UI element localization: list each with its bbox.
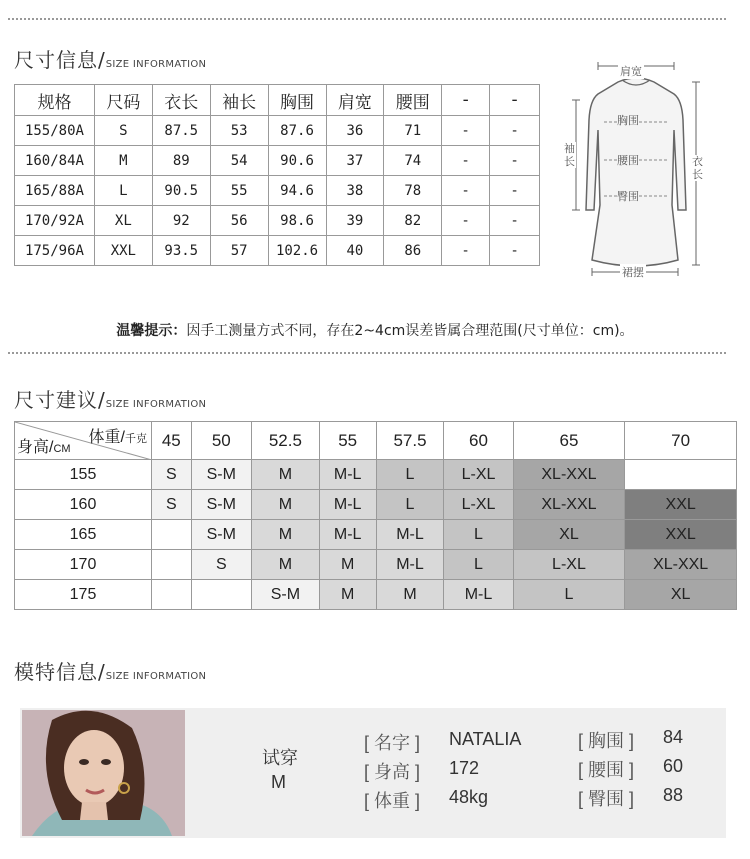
weight-header-cell: 57.5 (376, 422, 444, 460)
height-cell: 170 (15, 550, 152, 580)
size-cell: 102.6 (268, 236, 326, 266)
size-cell: 74 (384, 146, 442, 176)
size-cell: L (94, 176, 152, 206)
height-cell: 175 (15, 580, 152, 610)
tip-note (0, 320, 750, 340)
size-section-title (14, 44, 206, 73)
section-title-en: SIZE INFORMATION (105, 671, 207, 682)
suggested-size-cell: M-L (319, 460, 376, 490)
label-shoulder: 肩宽 (620, 65, 642, 78)
section-slash: / (98, 388, 105, 412)
size-cell: S (94, 116, 152, 146)
size-cell: XXL (94, 236, 152, 266)
name-label: [ 名字 ] (364, 733, 421, 753)
suggested-size-cell: M-L (376, 550, 444, 580)
height-row (15, 550, 737, 580)
weight-header-cell: 52.5 (251, 422, 319, 460)
suggested-size-cell: S (152, 490, 192, 520)
tip-label: 温馨提示： (116, 323, 187, 339)
size-cell: 92 (152, 206, 210, 236)
size-cell: 40 (326, 236, 384, 266)
size-cell: XL (94, 206, 152, 236)
height-cell: 155 (15, 460, 152, 490)
size-cell: 87.6 (268, 116, 326, 146)
suggested-size-cell: M-L (319, 490, 376, 520)
size-cell: 39 (326, 206, 384, 236)
size-cell: 93.5 (152, 236, 210, 266)
size-cell: 89 (152, 146, 210, 176)
size-cell: - (490, 116, 540, 146)
middle-divider (8, 352, 726, 354)
label-chest: 胸围 (617, 114, 639, 127)
suggested-size-cell (152, 520, 192, 550)
weight-header-cell: 70 (625, 422, 737, 460)
label-waist: 腰围 (617, 154, 639, 167)
size-header-cell: - (490, 85, 540, 116)
section-title-cn: 尺寸信息 (14, 48, 98, 72)
suggested-size-cell: M-L (376, 520, 444, 550)
suggested-size-cell (191, 580, 251, 610)
label-hip: 臀围 (617, 190, 639, 203)
weight-header-cell: 55 (319, 422, 376, 460)
size-cell: 36 (326, 116, 384, 146)
size-row (15, 146, 540, 176)
label-length: 衣长 (692, 155, 703, 181)
model-photo (22, 710, 185, 836)
size-cell: 55 (210, 176, 268, 206)
size-row (15, 236, 540, 266)
size-cell: - (442, 236, 490, 266)
size-cell: 87.5 (152, 116, 210, 146)
suggested-size-cell: M (376, 580, 444, 610)
height-cell: 160 (15, 490, 152, 520)
size-row (15, 206, 540, 236)
size-header-cell: - (442, 85, 490, 116)
size-row (15, 176, 540, 206)
size-header-cell: 袖长 (210, 85, 268, 116)
weight-axis-label: 体重/ (88, 429, 125, 446)
size-cell: 71 (384, 116, 442, 146)
size-cell: 160/84A (15, 146, 95, 176)
weight-header-cell: 45 (152, 422, 192, 460)
suggest-section-title (14, 384, 206, 413)
try-label: 试穿 (262, 748, 298, 768)
suggested-size-cell: M (251, 520, 319, 550)
model-waist: 60 (663, 756, 684, 776)
size-header-cell: 衣长 (152, 85, 210, 116)
height-row (15, 580, 737, 610)
label-sleeve: 袖长 (564, 142, 575, 168)
size-cell: 86 (384, 236, 442, 266)
section-title-cn: 模特信息 (14, 660, 98, 684)
suggested-size-cell: S-M (191, 490, 251, 520)
size-header-cell: 规格 (15, 85, 95, 116)
suggested-size-cell: XL (625, 580, 737, 610)
size-cell: 38 (326, 176, 384, 206)
section-slash: / (98, 48, 105, 72)
size-cell: 175/96A (15, 236, 95, 266)
suggested-size-cell: XL-XXL (513, 490, 625, 520)
model-name: NATALIA (449, 729, 522, 749)
try-size: M (271, 772, 286, 792)
size-cell: 56 (210, 206, 268, 236)
suggested-size-cell: XL-XXL (513, 460, 625, 490)
size-cell: 54 (210, 146, 268, 176)
model-chest: 84 (663, 727, 684, 747)
size-cell: - (442, 176, 490, 206)
suggested-size-cell: L (376, 490, 444, 520)
top-divider (8, 18, 726, 20)
suggested-size-cell: M (319, 550, 376, 580)
model-hip: 88 (663, 785, 684, 805)
weight-header-cell: 50 (191, 422, 251, 460)
model-weight: 48kg (449, 787, 489, 807)
weight-unit: 千克 (125, 433, 147, 445)
size-cell: 94.6 (268, 176, 326, 206)
section-title-en: SIZE INFORMATION (105, 59, 207, 70)
size-cell: 155/80A (15, 116, 95, 146)
suggested-size-cell (152, 580, 192, 610)
suggested-size-cell: L-XL (513, 550, 625, 580)
size-table (14, 84, 540, 266)
size-header-cell: 腰围 (384, 85, 442, 116)
tip-text: 因手工测量方式不同，存在2~4cm误差皆属合理范围(尺寸单位：cm)。 (186, 323, 634, 339)
section-title-cn: 尺寸建议 (14, 388, 98, 412)
suggested-size-cell: M (319, 580, 376, 610)
size-cell: 170/92A (15, 206, 95, 236)
suggested-size-cell: M-L (319, 520, 376, 550)
suggested-size-cell: S-M (191, 460, 251, 490)
size-cell: 82 (384, 206, 442, 236)
waist-label: [ 腰围 ] (578, 760, 635, 780)
size-cell: 98.6 (268, 206, 326, 236)
model-section-title (14, 656, 206, 685)
size-header-cell: 胸围 (268, 85, 326, 116)
suggested-size-cell: XL-XXL (625, 550, 737, 580)
suggested-size-cell (625, 460, 737, 490)
height-unit: CM (53, 443, 71, 455)
size-cell: - (490, 236, 540, 266)
size-cell: - (490, 146, 540, 176)
size-header-cell: 肩宽 (326, 85, 384, 116)
suggested-size-cell: XXL (625, 520, 737, 550)
size-header-cell: 尺码 (94, 85, 152, 116)
size-row (15, 116, 540, 146)
height-row (15, 520, 737, 550)
chest-label: [ 胸围 ] (578, 731, 635, 751)
suggested-size-cell: S-M (251, 580, 319, 610)
hip-label: [ 臀围 ] (578, 789, 635, 809)
suggested-size-cell: L-XL (444, 490, 513, 520)
suggested-size-cell: L (444, 520, 513, 550)
size-cell: - (442, 116, 490, 146)
suggested-size-cell: L (444, 550, 513, 580)
suggested-size-cell: L (513, 580, 625, 610)
weight-header-cell: 65 (513, 422, 625, 460)
suggested-size-cell: M-L (444, 580, 513, 610)
suggested-size-cell: XL (513, 520, 625, 550)
size-cell: - (442, 206, 490, 236)
suggested-size-cell: L-XL (444, 460, 513, 490)
suggested-size-cell (152, 550, 192, 580)
corner-cell (15, 422, 152, 460)
height-row (15, 490, 737, 520)
size-suggestion-table (14, 421, 737, 610)
size-cell: 37 (326, 146, 384, 176)
weight-label: [ 体重 ] (364, 791, 421, 811)
suggested-size-cell: S-M (191, 520, 251, 550)
suggested-size-cell: S (191, 550, 251, 580)
suggested-size-cell: S (152, 460, 192, 490)
suggested-size-cell: M (251, 550, 319, 580)
size-cell: 165/88A (15, 176, 95, 206)
label-hem: 裙摆 (622, 266, 644, 279)
size-cell: - (490, 206, 540, 236)
size-cell: - (490, 176, 540, 206)
size-cell: 78 (384, 176, 442, 206)
section-slash: / (98, 660, 105, 684)
suggested-size-cell: M (251, 490, 319, 520)
weight-header-cell: 60 (444, 422, 513, 460)
suggested-size-cell: L (376, 460, 444, 490)
height-label: [ 身高 ] (364, 762, 421, 782)
section-title-en: SIZE INFORMATION (105, 399, 207, 410)
size-cell: 90.6 (268, 146, 326, 176)
size-cell: 57 (210, 236, 268, 266)
size-cell: 53 (210, 116, 268, 146)
suggested-size-cell: XXL (625, 490, 737, 520)
size-cell: - (442, 146, 490, 176)
height-row (15, 460, 737, 490)
size-cell: M (94, 146, 152, 176)
height-axis-label: 身高/ (17, 439, 54, 456)
size-cell: 90.5 (152, 176, 210, 206)
height-cell: 165 (15, 520, 152, 550)
suggested-size-cell: M (251, 460, 319, 490)
model-height: 172 (449, 758, 480, 778)
